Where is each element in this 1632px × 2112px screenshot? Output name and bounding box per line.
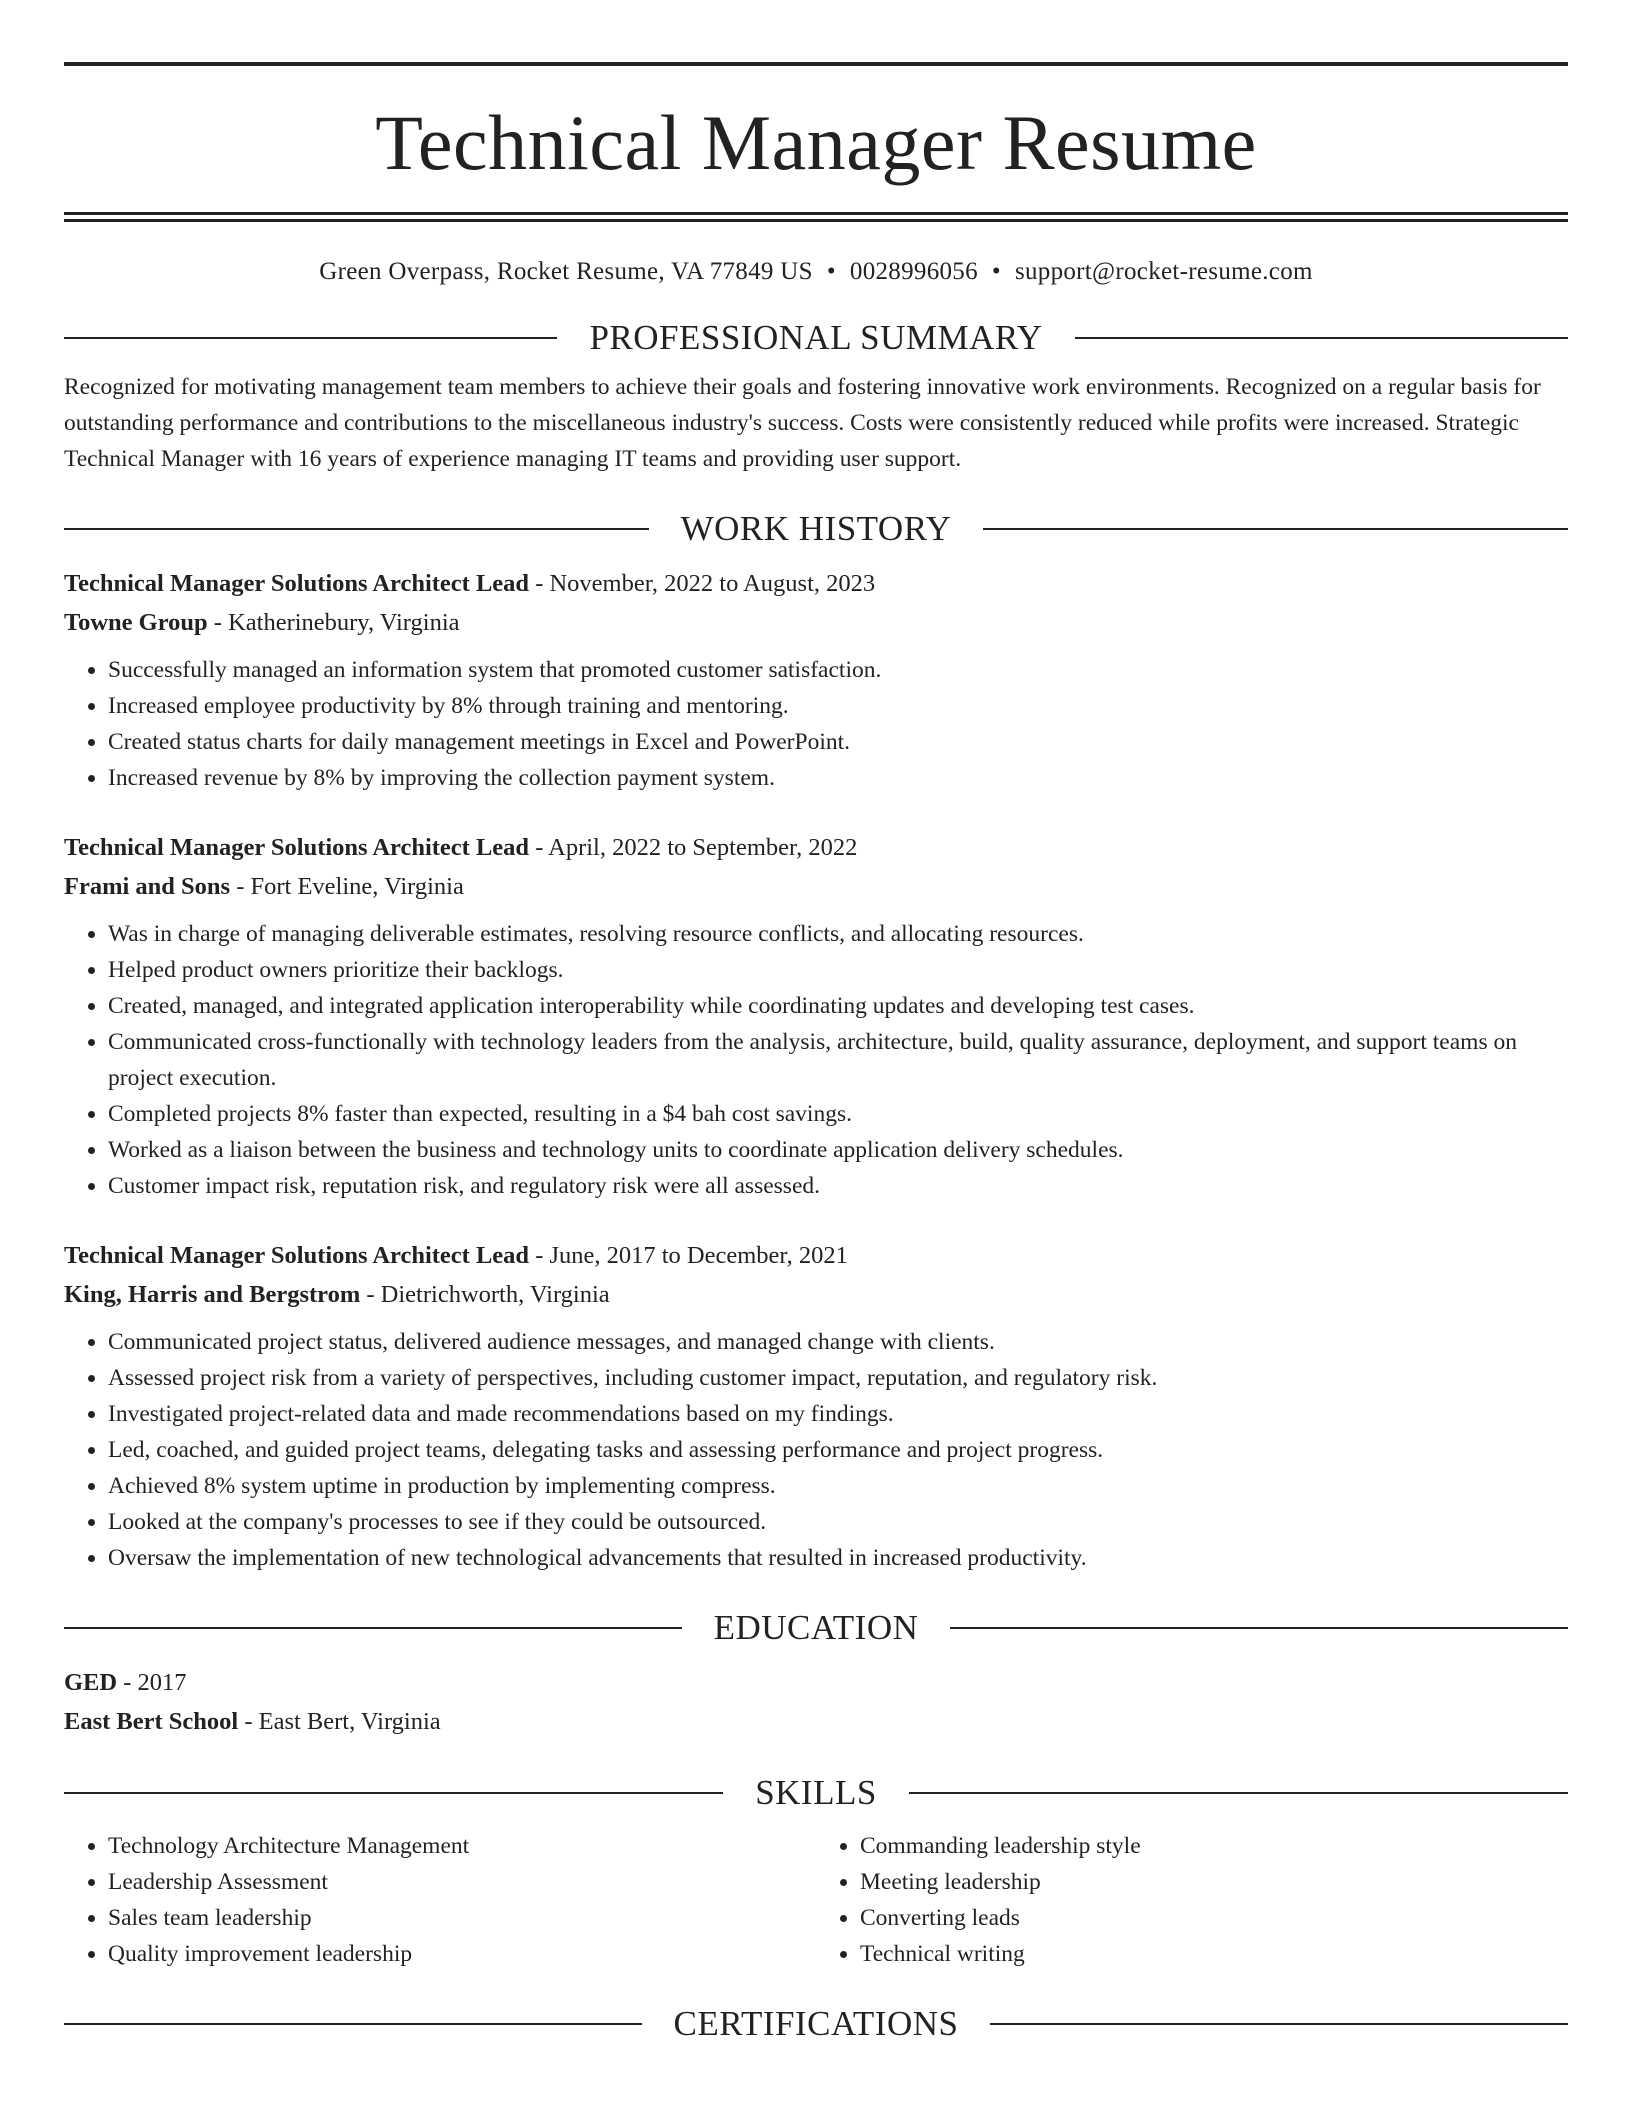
heading-rule-right: [990, 2023, 1568, 2025]
job-company: Frami and Sons: [64, 873, 231, 900]
contact-separator: •: [826, 258, 836, 285]
job-title: Technical Manager Solutions Architect Lead: [64, 1242, 530, 1269]
summary-text: Recognized for motivating management team members to achieve their goals and fostering innovative work environments. Recognized on a regular basis for outstanding performance and contributions to the miscellaneous industry's success. Costs were consistently reduced while profits were increased. Strategic Technical Manager with 16 years of experience managing IT teams and providing user support.: [64, 374, 1541, 472]
skill-item: • Commanding leadership style: [860, 1828, 1568, 1864]
heading-rule-left: [64, 2023, 642, 2025]
list-item: • Customer impact risk, reputation risk, and regulatory risk were all assessed.: [108, 1168, 1568, 1204]
section-heading-skills: [64, 1775, 1568, 1810]
list-item: • Helped product owners prioritize their backlogs.: [108, 952, 1568, 988]
list-item: • Worked as a liaison between the business and technology units to coordinate application delivery schedules.: [108, 1132, 1568, 1168]
section-heading-summary: [64, 320, 1568, 355]
job-company: Towne Group: [64, 609, 208, 636]
list-item: • Investigated project-related data and made recommendations based on my findings.: [108, 1396, 1568, 1432]
list-item: • Increased employee productivity by 8% through training and mentoring.: [108, 688, 1568, 724]
job-entry: [64, 1236, 1568, 1576]
job-location: - Fort Eveline, Virginia: [230, 873, 464, 900]
education-degree-line: [64, 1663, 1568, 1702]
summary-heading: PROFESSIONAL SUMMARY: [589, 318, 1043, 357]
heading-rule-right: [909, 1792, 1568, 1794]
job-dates: - June, 2017 to December, 2021: [529, 1242, 848, 1269]
work-history-list: [64, 564, 1568, 1576]
list-item: • Oversaw the implementation of new technological advancements that resulted in increased productivity.: [108, 1540, 1568, 1576]
contact-separator: •: [991, 258, 1001, 285]
skill-item: • Technical writing: [860, 1936, 1568, 1972]
list-item: • Achieved 8% system uptime in production by implementing compress.: [108, 1468, 1568, 1504]
job-title: Technical Manager Solutions Architect Lead: [64, 570, 530, 597]
education-year: - 2017: [117, 1669, 187, 1696]
skill-item: • Meeting leadership: [860, 1864, 1568, 1900]
education-school: East Bert School: [64, 1708, 239, 1735]
heading-rule-left: [64, 337, 557, 339]
job-title-line: [64, 564, 1568, 603]
skills-list-left: [64, 1828, 816, 1972]
page-title: Technical Manager Resume: [375, 99, 1257, 186]
section-heading-work: [64, 511, 1568, 546]
job-location: - Dietrichworth, Virginia: [360, 1281, 610, 1308]
job-bullets: [64, 652, 1568, 796]
list-item: • Led, coached, and guided project teams, delegating tasks and assessing performance and project progress.: [108, 1432, 1568, 1468]
education-heading: EDUCATION: [713, 1608, 919, 1647]
contact-email: support@rocket-resume.com: [1014, 258, 1313, 285]
skills-list-right: [816, 1828, 1568, 1972]
education-school-line: [64, 1702, 1568, 1741]
heading-rule-left: [64, 528, 649, 530]
job-dates: - April, 2022 to September, 2022: [529, 834, 858, 861]
list-item: • Communicated cross-functionally with technology leaders from the analysis, architecture, build, quality assurance, deployment, and support teams on project execution.: [108, 1024, 1568, 1096]
top-rule: [64, 62, 1568, 66]
list-item: • Created, managed, and integrated application interoperability while coordinating updates and developing test cases.: [108, 988, 1568, 1024]
title-double-rule: [64, 212, 1568, 222]
skills-heading: SKILLS: [755, 1773, 877, 1812]
skill-item: • Converting leads: [860, 1900, 1568, 1936]
job-entry: [64, 828, 1568, 1204]
list-item: • Created status charts for daily management meetings in Excel and PowerPoint.: [108, 724, 1568, 760]
resume-page: [64, 0, 1568, 2041]
heading-rule-right: [1075, 337, 1568, 339]
job-company-line: [64, 603, 1568, 642]
job-bullets: [64, 916, 1568, 1204]
job-location: - Katherinebury, Virginia: [207, 609, 460, 636]
skill-item: • Leadership Assessment: [108, 1864, 816, 1900]
list-item: • Increased revenue by 8% by improving the collection payment system.: [108, 760, 1568, 796]
education-location: - East Bert, Virginia: [238, 1708, 441, 1735]
heading-rule-left: [64, 1792, 723, 1794]
job-company: King, Harris and Bergstrom: [64, 1281, 361, 1308]
job-entry: [64, 564, 1568, 796]
list-item: • Looked at the company's processes to see if they could be outsourced.: [108, 1504, 1568, 1540]
contact-line: [64, 258, 1568, 286]
heading-rule-right: [950, 1627, 1568, 1629]
list-item: • Assessed project risk from a variety of perspectives, including customer impact, reputation, and regulatory risk.: [108, 1360, 1568, 1396]
education-entry: [64, 1663, 1568, 1741]
list-item: • Completed projects 8% faster than expected, resulting in a $4 bah cost savings.: [108, 1096, 1568, 1132]
list-item: • Was in charge of managing deliverable estimates, resolving resource conflicts, and allocating resources.: [108, 916, 1568, 952]
job-title-line: [64, 1236, 1568, 1275]
job-title-line: [64, 828, 1568, 867]
skills-grid: [64, 1828, 1568, 1972]
skill-item: • Sales team leadership: [108, 1900, 816, 1936]
work-heading: WORK HISTORY: [680, 509, 952, 548]
job-title: Technical Manager Solutions Architect Lead: [64, 834, 530, 861]
job-company-line: [64, 867, 1568, 906]
skill-item: • Technology Architecture Management: [108, 1828, 816, 1864]
contact-phone: 0028996056: [849, 258, 978, 285]
list-item: • Successfully managed an information system that promoted customer satisfaction.: [108, 652, 1568, 688]
job-dates: - November, 2022 to August, 2023: [529, 570, 876, 597]
contact-address: Green Overpass, Rocket Resume, VA 77849 US: [319, 258, 813, 285]
education-degree: GED: [64, 1669, 118, 1696]
list-item: • Communicated project status, delivered audience messages, and managed change with clients.: [108, 1324, 1568, 1360]
section-heading-education: [64, 1610, 1568, 1645]
job-bullets: [64, 1324, 1568, 1576]
job-company-line: [64, 1275, 1568, 1314]
certifications-heading: CERTIFICATIONS: [673, 2004, 959, 2043]
heading-rule-right: [983, 528, 1568, 530]
skill-item: • Quality improvement leadership: [108, 1936, 816, 1972]
heading-rule-left: [64, 1627, 682, 1629]
section-heading-certifications: [64, 2006, 1568, 2041]
